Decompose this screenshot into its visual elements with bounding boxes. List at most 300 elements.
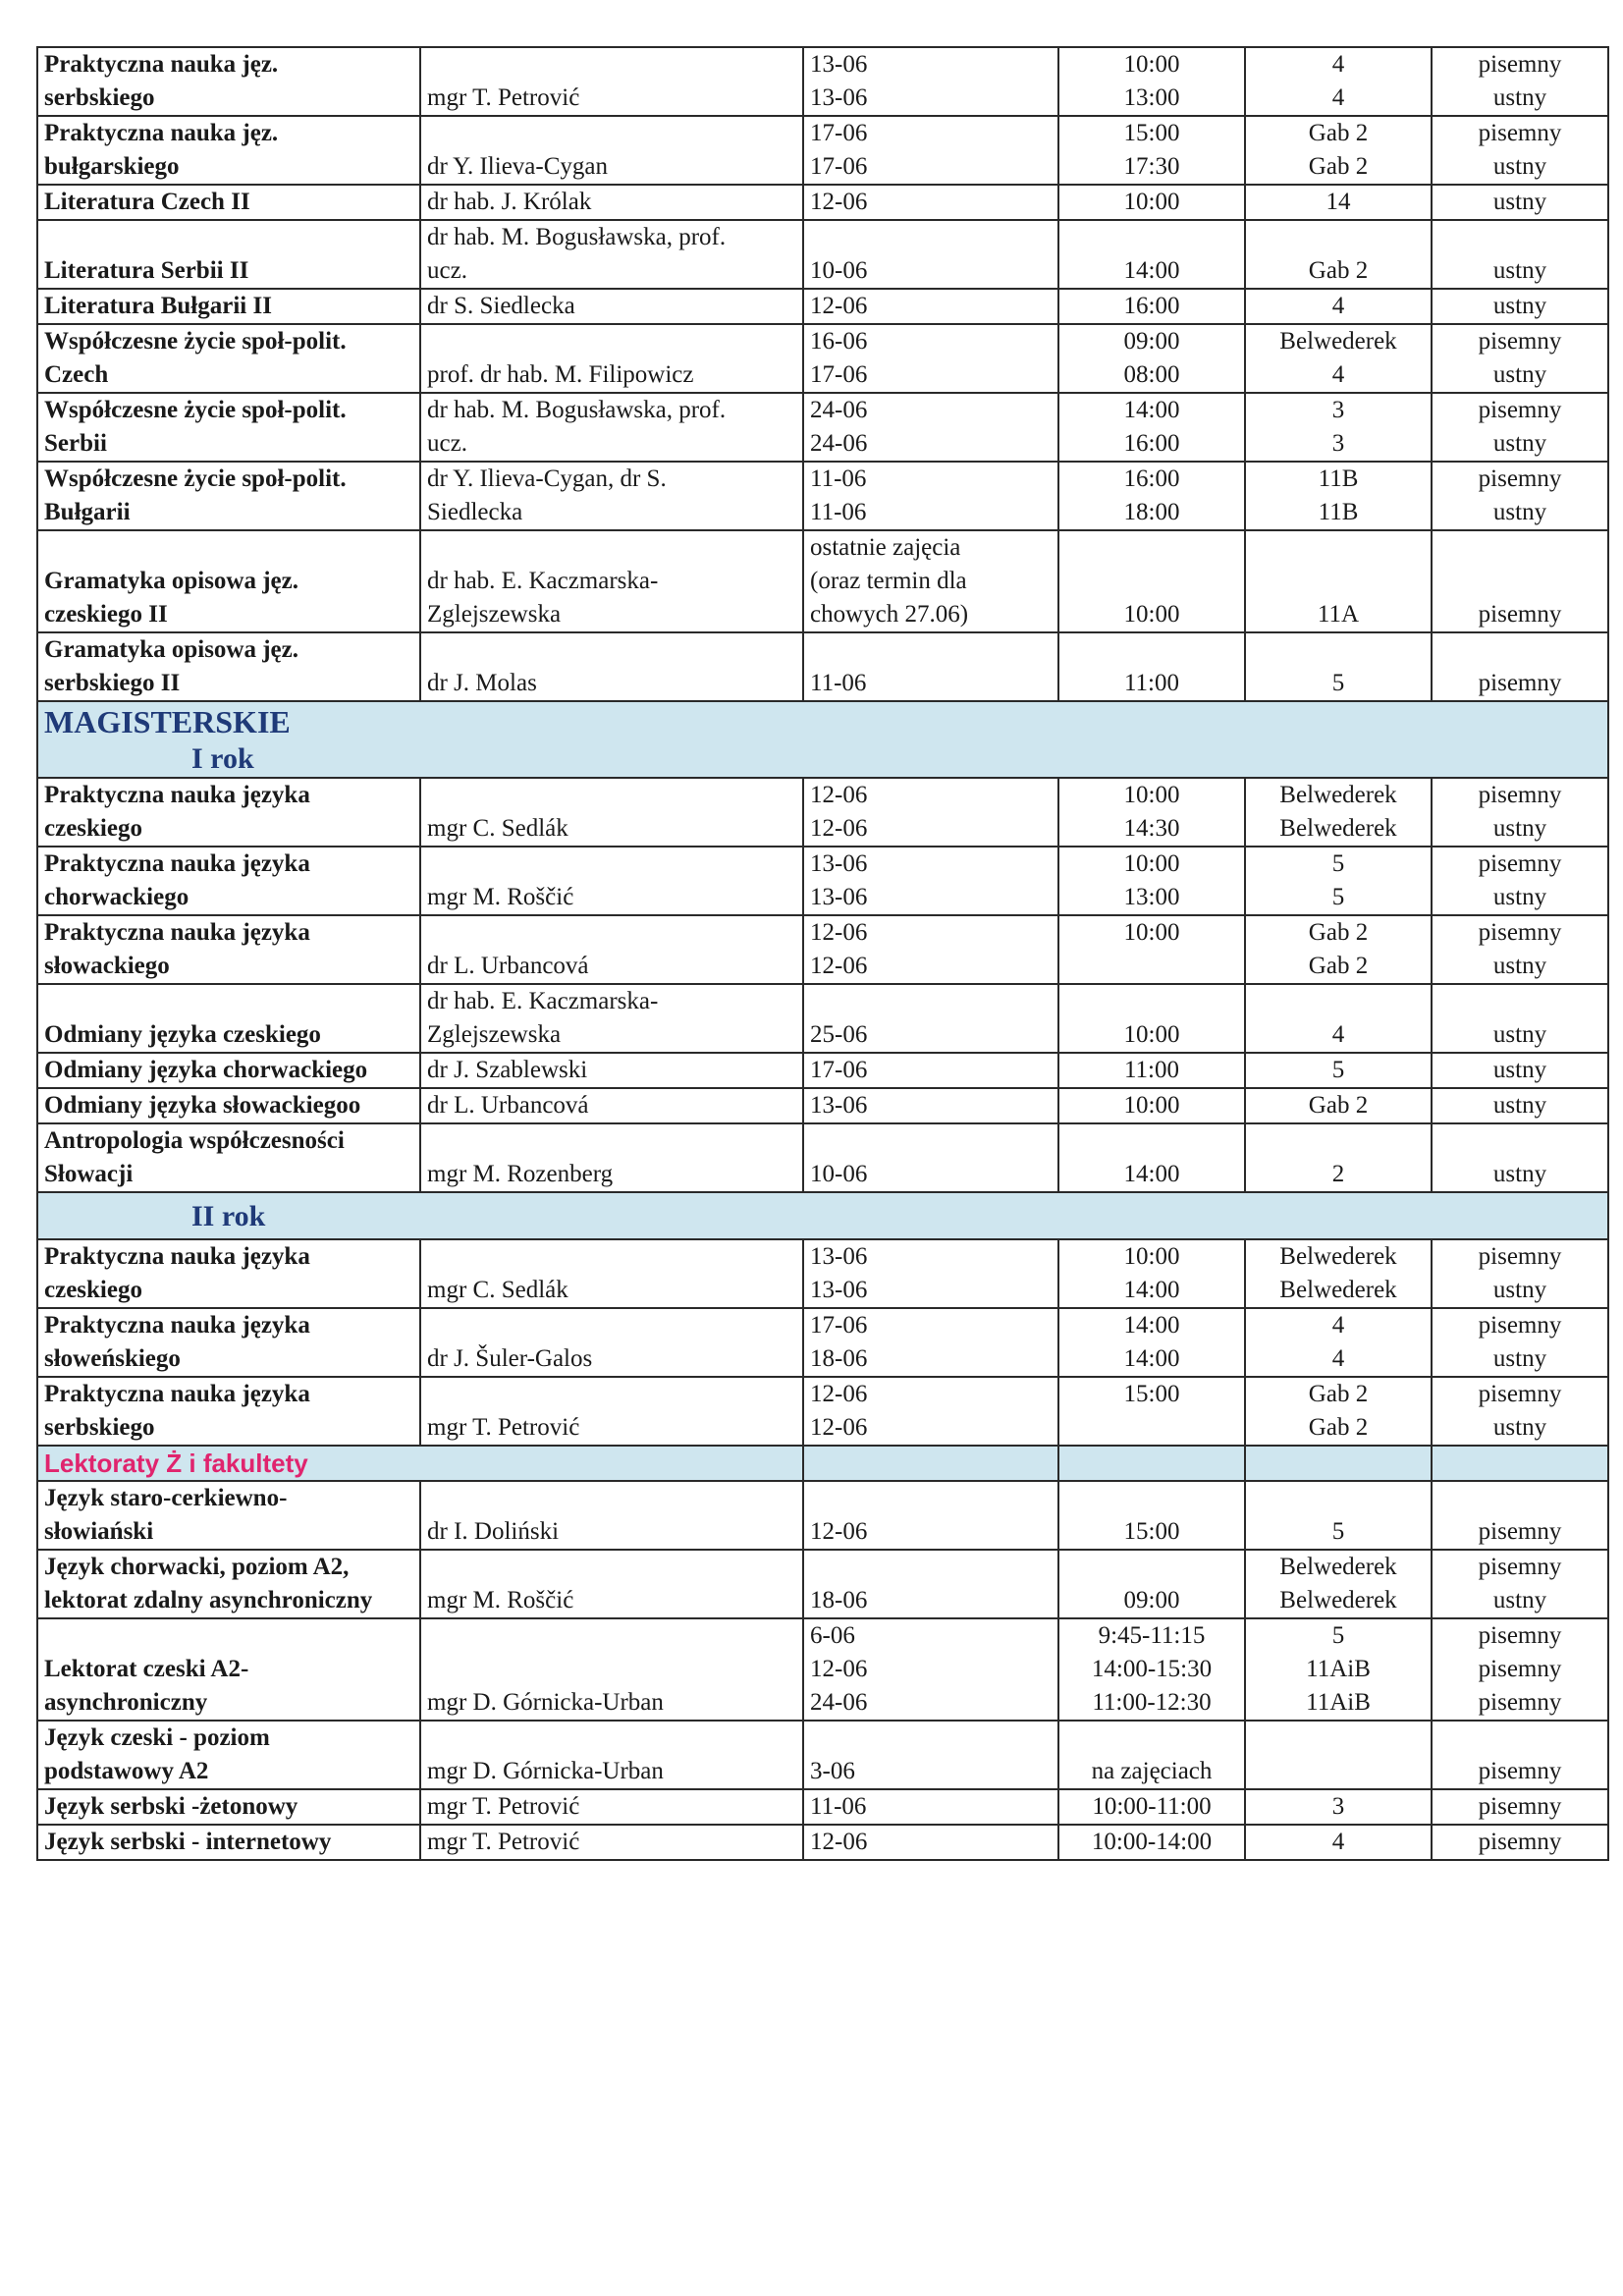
subject-cell	[37, 1239, 420, 1308]
table-row	[37, 1377, 1608, 1446]
time-cell-line: 16:00	[1123, 465, 1180, 492]
form-cell-line: ustny	[1492, 953, 1547, 979]
room-cell-line: Belwederek	[1279, 1587, 1397, 1613]
section-top-rows	[37, 47, 1608, 701]
teacher-cell-line: mgr M. Rozenberg	[427, 1161, 614, 1187]
subject-cell	[37, 1481, 420, 1550]
form-cell-line: pisemny	[1478, 1793, 1562, 1820]
subject-cell-line: podstawowy A2	[44, 1758, 209, 1784]
table-row	[37, 1550, 1608, 1618]
date-cell-line: chowych 27.06)	[810, 601, 969, 628]
subject-cell	[37, 1123, 420, 1192]
subject-cell	[37, 1377, 420, 1446]
room-cell-line: Gab 2	[1308, 1381, 1369, 1407]
teacher-cell-line: Zglejszewska	[427, 1021, 562, 1048]
time-cell-line: 18:00	[1123, 499, 1180, 525]
time-cell	[1058, 530, 1245, 632]
date-cell-line: 17-06	[810, 361, 868, 388]
teacher-cell-line	[427, 325, 796, 358]
form-cell	[1432, 1789, 1608, 1825]
room-cell-line: 5	[1331, 1057, 1345, 1083]
room-cell	[1245, 1308, 1432, 1377]
form-cell-line: pisemny	[1478, 1312, 1562, 1339]
date-cell	[803, 289, 1058, 324]
room-cell	[1245, 1377, 1432, 1446]
section-title-lektoraty: Lektoraty Ż i fakultety	[37, 1446, 803, 1481]
form-cell	[1432, 778, 1608, 847]
form-cell	[1432, 289, 1608, 324]
subject-cell-line: Praktyczna nauka języka	[44, 919, 310, 946]
form-cell-line: pisemny	[1478, 1622, 1562, 1649]
room-cell-line: Gab 2	[1308, 257, 1369, 284]
teacher-cell	[420, 116, 803, 185]
form-cell-line: pisemny	[1478, 1689, 1562, 1716]
teacher-cell-line: mgr C. Sedlák	[427, 815, 568, 842]
room-cell	[1245, 1825, 1432, 1860]
teacher-cell-line: mgr M. Roščić	[427, 884, 574, 910]
time-cell-line: 11:00-12:30	[1092, 1689, 1212, 1716]
date-cell	[803, 116, 1058, 185]
teacher-cell-line: dr hab. M. Bogusławska, prof.	[427, 397, 727, 423]
date-cell-line: 13-06	[810, 850, 868, 877]
subject-cell	[37, 1789, 420, 1825]
form-cell-line: pisemny	[1478, 1243, 1562, 1270]
time-cell	[1058, 220, 1245, 289]
date-cell	[803, 393, 1058, 462]
teacher-cell-line	[427, 1240, 796, 1274]
time-cell-line: 09:00	[1123, 1587, 1180, 1613]
form-cell-line: pisemny	[1478, 1518, 1562, 1545]
time-cell-line: 13:00	[1123, 884, 1180, 910]
table-row	[37, 1481, 1608, 1550]
room-cell	[1245, 1053, 1432, 1088]
subject-cell	[37, 1618, 420, 1721]
time-cell	[1058, 847, 1245, 915]
date-cell-line: 11-06	[810, 1793, 867, 1820]
subject-cell	[37, 47, 420, 116]
date-cell-line: 12-06	[810, 782, 868, 808]
teacher-cell	[420, 1308, 803, 1377]
room-cell-line: 11B	[1318, 465, 1359, 492]
date-cell	[803, 1550, 1058, 1618]
teacher-cell-line: dr I. Doliński	[427, 1518, 560, 1545]
table-row	[37, 1308, 1608, 1377]
form-cell	[1432, 1088, 1608, 1123]
subject-cell	[37, 1550, 420, 1618]
time-cell-line: 10:00	[1123, 601, 1180, 628]
form-cell-line: ustny	[1492, 1092, 1547, 1119]
time-cell-line: 15:00	[1123, 120, 1180, 146]
date-cell-line: 13-06	[810, 84, 868, 111]
table-row	[37, 47, 1608, 116]
room-cell-line: 5	[1331, 1518, 1345, 1545]
date-cell-line: 17-06	[810, 153, 868, 180]
date-cell	[803, 47, 1058, 116]
form-cell-line: ustny	[1492, 1414, 1547, 1441]
teacher-cell-line: dr hab. E. Kaczmarska-	[427, 568, 659, 594]
time-cell	[1058, 1721, 1245, 1789]
subject-cell	[37, 915, 420, 984]
subject-cell-line: słoweńskiego	[44, 1345, 181, 1372]
time-cell-line: 10:00	[1123, 1092, 1180, 1119]
subject-cell	[37, 1721, 420, 1789]
table-row	[37, 530, 1608, 632]
room-cell	[1245, 847, 1432, 915]
room-cell	[1245, 324, 1432, 393]
time-cell	[1058, 116, 1245, 185]
teacher-cell-line: ucz.	[427, 257, 467, 284]
date-cell-line: 6-06	[810, 1622, 855, 1649]
room-cell-line: Gab 2	[1308, 1414, 1369, 1441]
form-cell-line: ustny	[1492, 153, 1547, 180]
section-title-ii-rok: II rok	[191, 1200, 266, 1232]
subject-cell-line: Literatura Serbii II	[44, 257, 249, 284]
subject-cell	[37, 778, 420, 847]
subject-cell	[37, 1308, 420, 1377]
teacher-cell-line	[427, 916, 796, 950]
date-cell	[803, 1721, 1058, 1789]
section-title-i-rok: I rok	[191, 742, 254, 775]
table-row	[37, 1123, 1608, 1192]
room-cell	[1245, 1789, 1432, 1825]
date-cell	[803, 1789, 1058, 1825]
date-cell	[803, 915, 1058, 984]
subject-cell	[37, 1825, 420, 1860]
table-row	[37, 324, 1608, 393]
form-cell-line: pisemny	[1478, 601, 1562, 628]
teacher-cell-line: ucz.	[427, 430, 467, 457]
teacher-cell	[420, 1123, 803, 1192]
form-cell-line: ustny	[1492, 430, 1547, 457]
date-cell-line: 18-06	[810, 1587, 868, 1613]
room-cell-line: Belwederek	[1279, 328, 1397, 355]
time-cell-line: 10:00	[1123, 189, 1180, 215]
date-cell-line: 12-06	[810, 953, 868, 979]
date-cell	[803, 1088, 1058, 1123]
section-ii-rok-rows	[37, 1239, 1608, 1446]
form-cell-line: ustny	[1492, 257, 1547, 284]
room-cell-line: 4	[1331, 1829, 1345, 1855]
form-cell	[1432, 1239, 1608, 1308]
subject-cell-line: serbskiego II	[44, 670, 181, 696]
table-row	[37, 289, 1608, 324]
form-cell-line: ustny	[1492, 884, 1547, 910]
subject-cell-line: Literatura Bułgarii II	[44, 293, 272, 319]
time-cell-line: 10:00-11:00	[1092, 1793, 1212, 1820]
time-cell-line: 10:00	[1123, 850, 1180, 877]
subject-cell	[37, 1053, 420, 1088]
subject-cell-line: Praktyczna nauka języka	[44, 1381, 310, 1407]
subject-cell-line: Język chorwacki, poziom A2,	[44, 1554, 350, 1580]
date-cell-line: 13-06	[810, 1243, 868, 1270]
room-cell	[1245, 47, 1432, 116]
time-cell-line: 14:00	[1123, 397, 1180, 423]
date-cell	[803, 1053, 1058, 1088]
form-cell-line: pisemny	[1478, 1829, 1562, 1855]
date-cell-line: 10-06	[810, 257, 868, 284]
time-cell	[1058, 462, 1245, 530]
subject-cell	[37, 220, 420, 289]
room-cell-line: 14	[1325, 189, 1351, 215]
subject-cell-line: Praktyczna nauka jęz.	[44, 120, 279, 146]
room-cell-line: 4	[1331, 51, 1345, 78]
teacher-cell	[420, 1053, 803, 1088]
subject-cell-line: Praktyczna nauka języka	[44, 782, 310, 808]
table-row	[37, 462, 1608, 530]
teacher-cell	[420, 1789, 803, 1825]
room-cell	[1245, 1721, 1432, 1789]
time-cell-line: 15:00	[1123, 1518, 1180, 1545]
form-cell	[1432, 1825, 1608, 1860]
date-cell	[803, 530, 1058, 632]
subject-cell-line: Język serbski -żetonowy	[44, 1793, 298, 1820]
subject-cell-line: czeskiego II	[44, 601, 168, 628]
room-cell-line: 5	[1331, 850, 1345, 877]
time-cell-line: 9:45-11:15	[1098, 1622, 1206, 1649]
form-cell	[1432, 1308, 1608, 1377]
subject-cell-line: serbskiego	[44, 84, 155, 111]
date-cell	[803, 185, 1058, 220]
teacher-cell	[420, 1481, 803, 1550]
table-row	[37, 1088, 1608, 1123]
date-cell-line: 13-06	[810, 1277, 868, 1303]
date-cell-line: 25-06	[810, 1021, 868, 1048]
time-cell	[1058, 1550, 1245, 1618]
date-cell-line: 17-06	[810, 120, 868, 146]
teacher-cell	[420, 1825, 803, 1860]
room-cell-line: 3	[1331, 1793, 1345, 1820]
subject-cell-line: Współczesne życie społ-polit.	[44, 397, 347, 423]
time-cell-line: 10:00	[1123, 1243, 1180, 1270]
form-cell-line: pisemny	[1478, 919, 1562, 946]
date-cell-line: 10-06	[810, 1161, 868, 1187]
teacher-cell-line	[427, 779, 796, 812]
time-cell	[1058, 632, 1245, 701]
teacher-cell-line: dr hab. M. Bogusławska, prof.	[427, 224, 727, 250]
form-cell-line: pisemny	[1478, 397, 1562, 423]
date-cell	[803, 1618, 1058, 1721]
time-cell	[1058, 1377, 1245, 1446]
subject-cell-line: lektorat zdalny asynchroniczny	[44, 1587, 373, 1613]
time-cell-line: 14:00	[1123, 1161, 1180, 1187]
teacher-cell-line	[427, 1378, 796, 1411]
subject-cell-line: Język czeski - poziom	[44, 1724, 270, 1751]
time-cell	[1058, 915, 1245, 984]
room-cell-line: 4	[1331, 1021, 1345, 1048]
teacher-cell	[420, 289, 803, 324]
table-row	[37, 220, 1608, 289]
table-row	[37, 1618, 1608, 1721]
room-cell	[1245, 220, 1432, 289]
teacher-cell-line	[427, 847, 796, 881]
room-cell-line: 3	[1331, 397, 1345, 423]
form-cell-line: pisemny	[1478, 51, 1562, 78]
teacher-cell-line: Siedlecka	[427, 499, 523, 525]
form-cell-line: ustny	[1492, 1021, 1547, 1048]
date-cell-line: 13-06	[810, 51, 868, 78]
date-cell	[803, 462, 1058, 530]
date-cell	[803, 984, 1058, 1053]
teacher-cell-line	[427, 48, 796, 82]
date-cell	[803, 1377, 1058, 1446]
date-cell-line: 13-06	[810, 884, 868, 910]
form-cell	[1432, 220, 1608, 289]
subject-cell	[37, 393, 420, 462]
section-i-rok-rows	[37, 778, 1608, 1192]
date-cell-line: 12-06	[810, 1414, 868, 1441]
room-cell-line: 4	[1331, 1345, 1345, 1372]
teacher-cell-line: dr hab. J. Królak	[427, 189, 592, 215]
teacher-cell	[420, 632, 803, 701]
subject-cell	[37, 116, 420, 185]
room-cell	[1245, 1550, 1432, 1618]
time-cell-line: 10:00	[1123, 51, 1180, 78]
room-cell-line: Belwederek	[1279, 782, 1397, 808]
room-cell-line: 3	[1331, 430, 1345, 457]
section-header-magisterskie	[37, 701, 1608, 778]
time-cell	[1058, 1308, 1245, 1377]
subject-cell-line: Praktyczna nauka jęz.	[44, 51, 279, 78]
subject-cell-line: Współczesne życie społ-polit.	[44, 465, 347, 492]
subject-cell-line: bułgarskiego	[44, 153, 180, 180]
room-cell-line: 11AiB	[1306, 1656, 1371, 1682]
form-cell	[1432, 1721, 1608, 1789]
room-cell-line: Gab 2	[1308, 120, 1369, 146]
date-cell-line: 3-06	[810, 1758, 855, 1784]
subject-cell-line: czeskiego	[44, 1277, 142, 1303]
teacher-cell-line: dr Y. Ilieva-Cygan	[427, 153, 608, 180]
teacher-cell-line	[427, 117, 796, 150]
teacher-cell-line: dr L. Urbancová	[427, 953, 589, 979]
form-cell-line: pisemny	[1478, 1381, 1562, 1407]
room-cell	[1245, 185, 1432, 220]
table-row	[37, 778, 1608, 847]
room-cell	[1245, 778, 1432, 847]
form-cell-line: ustny	[1492, 189, 1547, 215]
form-cell	[1432, 462, 1608, 530]
teacher-cell-line: mgr C. Sedlák	[427, 1277, 568, 1303]
time-cell	[1058, 47, 1245, 116]
time-cell-line: 10:00-14:00	[1091, 1829, 1213, 1855]
date-cell	[803, 220, 1058, 289]
time-cell-line	[1065, 1411, 1238, 1445]
date-cell	[803, 847, 1058, 915]
date-cell-line: 12-06	[810, 815, 868, 842]
subject-cell-line: Gramatyka opisowa jęz.	[44, 636, 298, 663]
form-cell	[1432, 116, 1608, 185]
time-cell-line: 14:30	[1123, 815, 1180, 842]
subject-cell-line: Język serbski - internetowy	[44, 1829, 332, 1855]
date-cell-line: 17-06	[810, 1057, 868, 1083]
room-cell	[1245, 1123, 1432, 1192]
room-cell-line: 11A	[1317, 601, 1360, 628]
teacher-cell-line: dr J. Šuler-Galos	[427, 1345, 593, 1372]
room-cell-line: 11B	[1318, 499, 1359, 525]
time-cell	[1058, 1481, 1245, 1550]
room-cell-line: Belwederek	[1279, 1277, 1397, 1303]
table-row	[37, 185, 1608, 220]
date-cell-line: 12-06	[810, 1381, 868, 1407]
subject-cell-line: Praktyczna nauka języka	[44, 850, 310, 877]
teacher-cell	[420, 915, 803, 984]
date-cell-line: (oraz termin dla	[810, 568, 967, 594]
section-title-magisterskie: MAGISTERSKIE	[44, 704, 291, 739]
exam-schedule-page	[36, 46, 1607, 1861]
room-cell-line: 2	[1331, 1161, 1345, 1187]
table-row	[37, 984, 1608, 1053]
teacher-cell	[420, 1550, 803, 1618]
teacher-cell-line: dr J. Szablewski	[427, 1057, 588, 1083]
form-cell-line: pisemny	[1478, 1656, 1562, 1682]
subject-cell	[37, 1088, 420, 1123]
date-cell-line: 12-06	[810, 293, 868, 319]
subject-cell-line: Serbii	[44, 430, 107, 457]
room-cell-line: Gab 2	[1308, 953, 1369, 979]
teacher-cell-line: mgr T. Petrović	[427, 84, 580, 111]
form-cell-line: pisemny	[1478, 1554, 1562, 1580]
date-cell-line: 12-06	[810, 1656, 868, 1682]
date-cell-line: ostatnie zajęcia	[810, 534, 961, 561]
date-cell-line: 24-06	[810, 397, 868, 423]
teacher-cell	[420, 1721, 803, 1789]
subject-cell-line: Czech	[44, 361, 109, 388]
date-cell-line: 12-06	[810, 1829, 868, 1855]
room-cell	[1245, 289, 1432, 324]
time-cell-line: 14:00	[1123, 1277, 1180, 1303]
teacher-cell-line: mgr T. Petrović	[427, 1414, 580, 1441]
room-cell-line: 5	[1331, 884, 1345, 910]
exam-schedule-table	[36, 46, 1609, 1861]
form-cell-line: pisemny	[1478, 120, 1562, 146]
form-cell-line: ustny	[1492, 1277, 1547, 1303]
date-cell-line: 11-06	[810, 465, 867, 492]
room-cell-line: 5	[1331, 1622, 1345, 1649]
form-cell	[1432, 847, 1608, 915]
time-cell	[1058, 778, 1245, 847]
time-cell-line: 14:00-15:30	[1091, 1656, 1213, 1682]
teacher-cell	[420, 47, 803, 116]
section-lektoraty-rows	[37, 1481, 1608, 1860]
subject-cell	[37, 632, 420, 701]
time-cell-line: 14:00	[1123, 257, 1180, 284]
subject-cell-line: Literatura Czech II	[44, 189, 250, 215]
table-row	[37, 847, 1608, 915]
time-cell-line: 09:00	[1123, 328, 1180, 355]
form-cell	[1432, 1377, 1608, 1446]
subject-cell-line: Praktyczna nauka języka	[44, 1312, 310, 1339]
date-cell-line: 11-06	[810, 499, 867, 525]
date-cell	[803, 1481, 1058, 1550]
subject-cell-line: Bułgarii	[44, 499, 131, 525]
form-cell-line: pisemny	[1478, 850, 1562, 877]
time-cell	[1058, 289, 1245, 324]
subject-cell-line: Gramatyka opisowa jęz.	[44, 568, 298, 594]
form-cell	[1432, 915, 1608, 984]
room-cell-line: 4	[1331, 293, 1345, 319]
section-header-ii-rok	[37, 1192, 1608, 1239]
form-cell-line: ustny	[1492, 815, 1547, 842]
time-cell-line: 14:00	[1123, 1345, 1180, 1372]
table-row	[37, 1825, 1608, 1860]
table-row	[37, 393, 1608, 462]
subject-cell-line: Język staro-cerkiewno-	[44, 1485, 288, 1511]
teacher-cell	[420, 462, 803, 530]
time-cell-line: 10:00	[1123, 1021, 1180, 1048]
subject-cell-line: Odmiany języka chorwackiego	[44, 1057, 368, 1083]
subject-cell-line: Antropologia współczesności	[44, 1127, 345, 1154]
form-cell	[1432, 324, 1608, 393]
teacher-cell-line: Zglejszewska	[427, 601, 562, 628]
